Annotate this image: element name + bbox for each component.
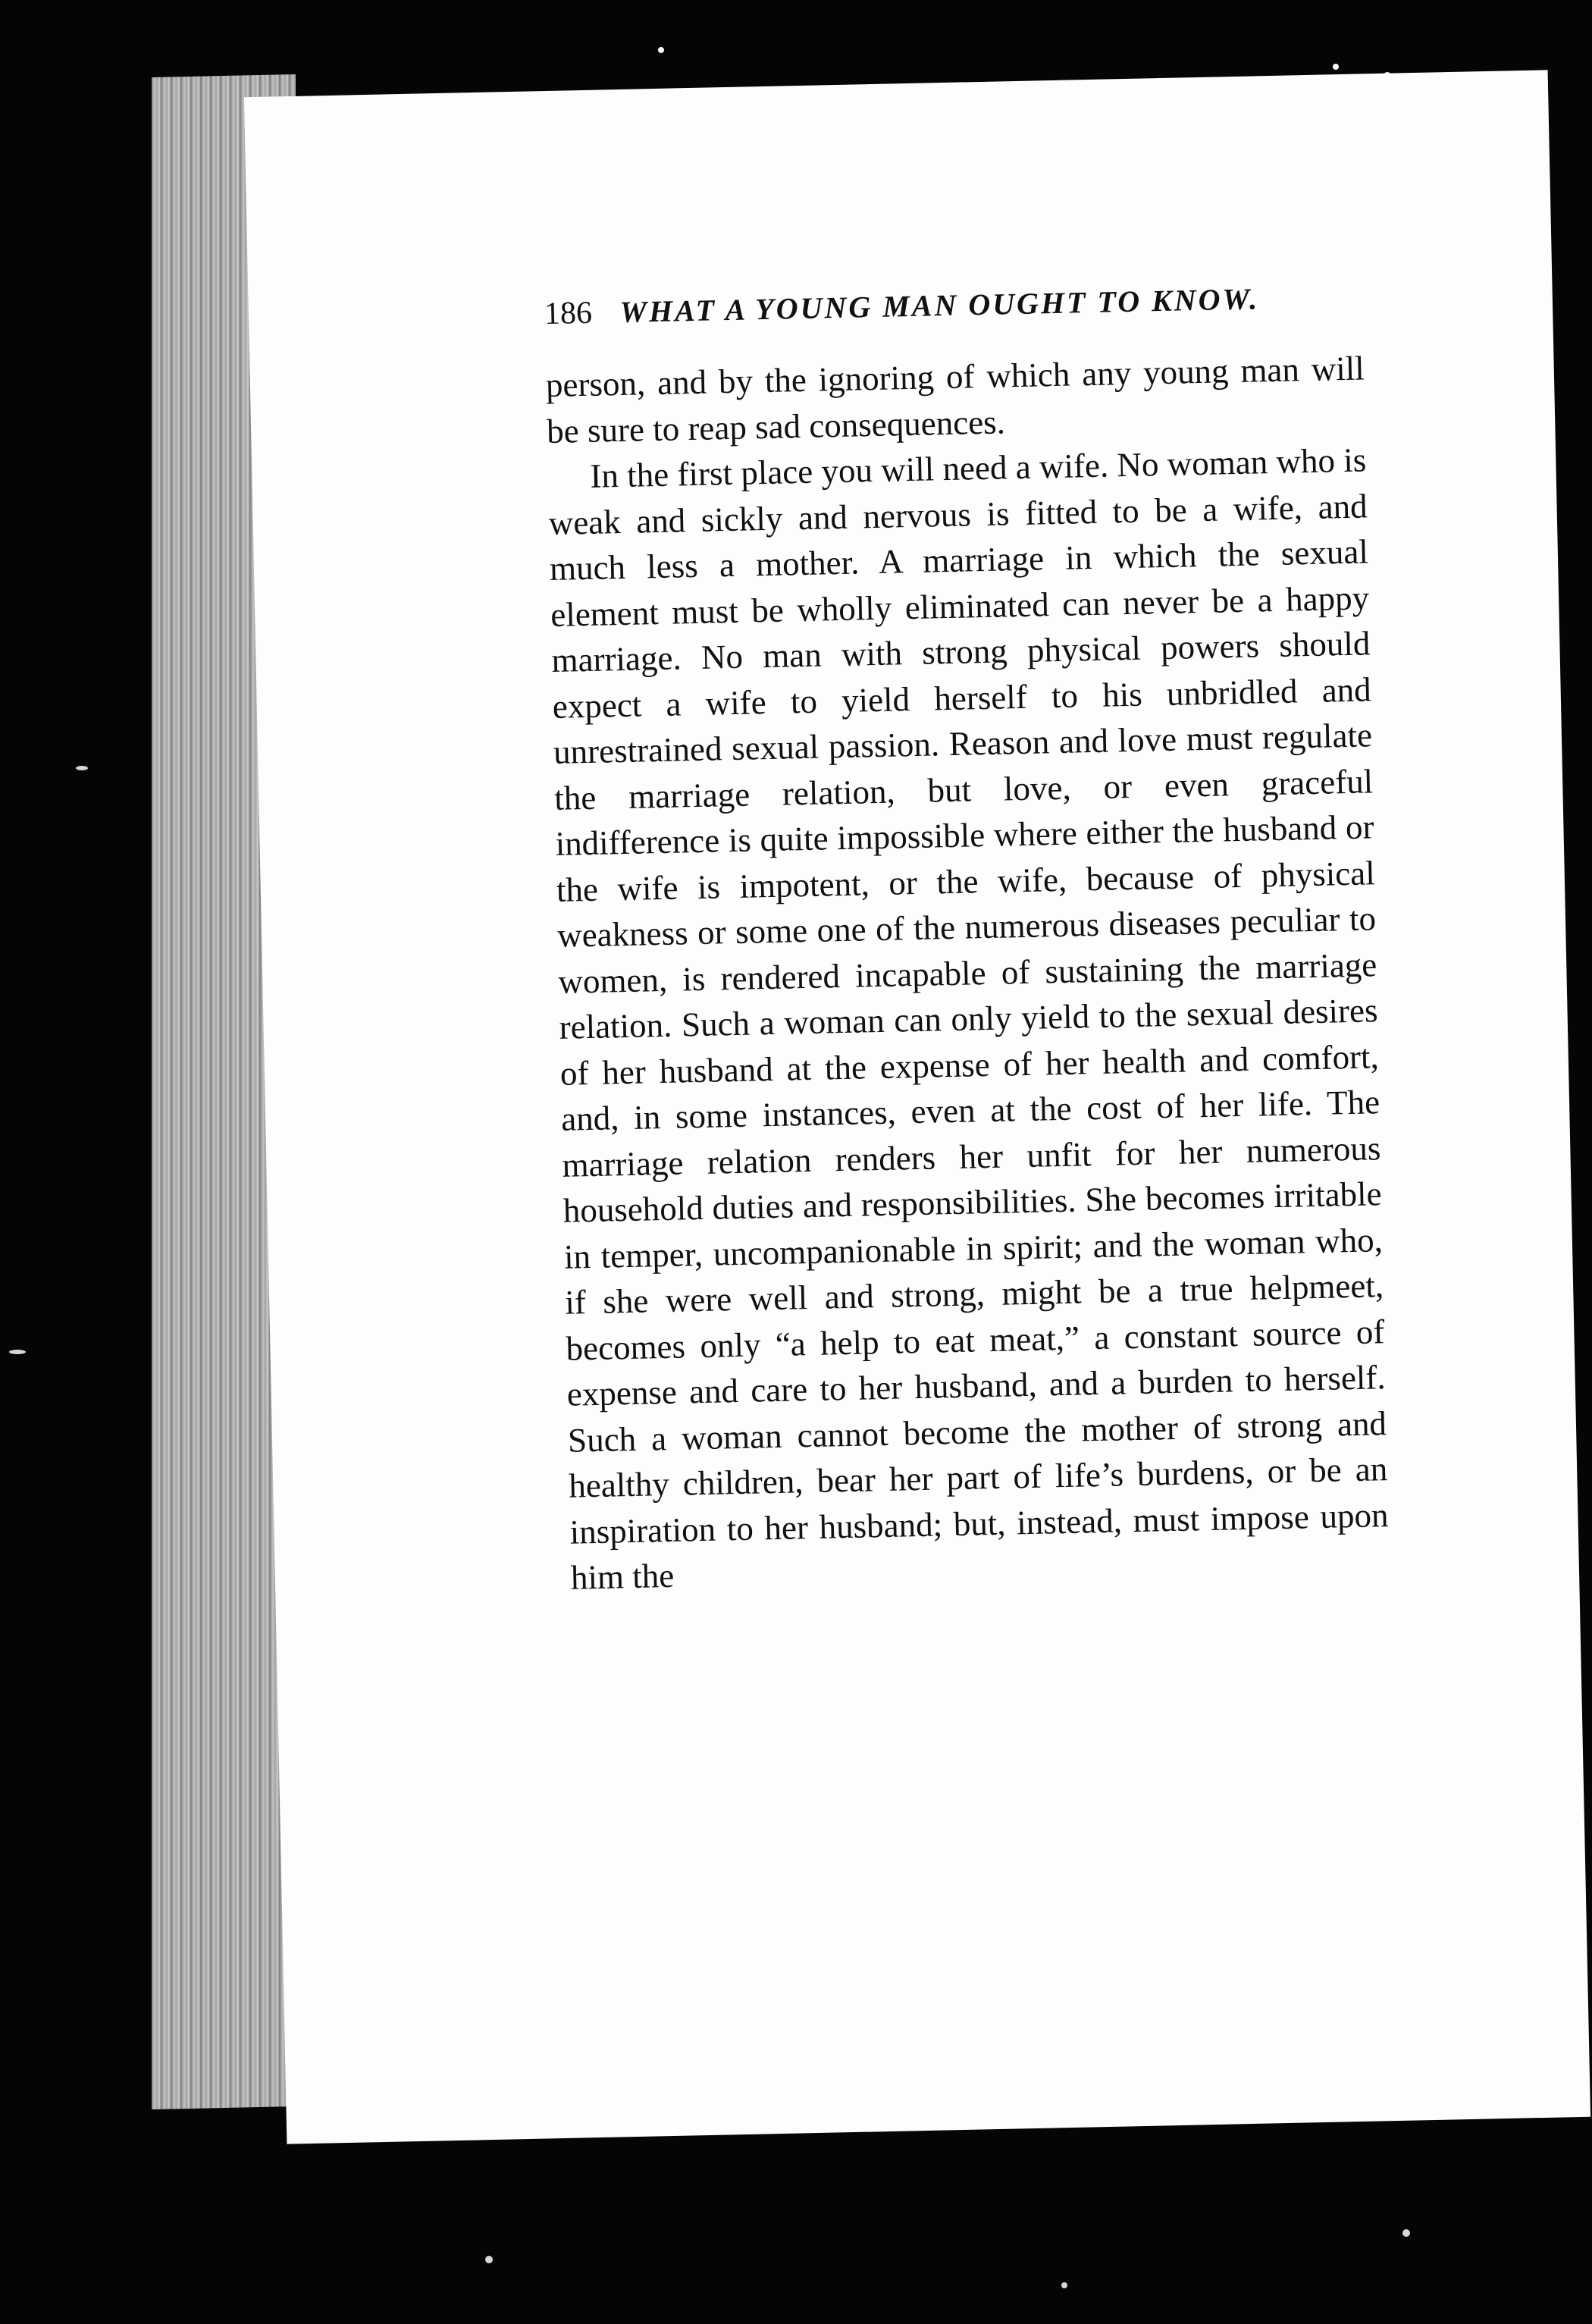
paragraph: In the first place you will need a wife. No woman who is weak and sickly and nervous is fitted to be a wife, and much less a mother. A marriage in which the sexual element must be wholly eliminated can never be a happy marriage. No man with strong physical powers should expect a wife to yield herself to his unbridled and unrestrained sexual passion. Reason and love must regulate the marriage relation, but love, or even graceful indifference is quite impossible where either the husband or the wife is impotent, or the wife, because of physical weakness or some one of the numerous diseases peculiar to women, is rendered incapable of sustaining the marriage relation. Such a woman can only yield to the sexual desires of her husband at the expense of her health and comfort, and, in some instances, even at the cost of her life. The marriage relation renders her unfit for her numerous household duties and responsibilities. She becomes irritable in temper, uncompanionable in spirit; and the woman who, if she were well and strong, might be a true helpmeet, becomes only “a help to eat meat,” a constant source of expense and care to her husband, and a burden to herself. Such a woman cannot become the mother of strong and healthy children, bear her part of life’s burdens, or be an inspiration to her husband; but, instead, must impose upon him the bbox=[548, 441, 1389, 1597]
body-text bbox=[545, 345, 1390, 1601]
scan-speck bbox=[9, 1350, 26, 1354]
scan-speck bbox=[485, 2256, 493, 2263]
running-head-title: WHAT A YOUNG MAN OUGHT TO KNOW. bbox=[619, 281, 1260, 329]
scan-speck bbox=[1333, 64, 1339, 70]
page-content bbox=[544, 278, 1390, 1601]
paragraph: person, and by the ignoring of which any young man will be sure to reap sad consequences. bbox=[545, 349, 1365, 450]
scan-speck bbox=[1061, 2282, 1067, 2288]
book-page bbox=[244, 70, 1590, 2144]
scan-speck bbox=[76, 766, 88, 770]
running-head bbox=[544, 278, 1363, 332]
scan-speck bbox=[1402, 2229, 1410, 2237]
scan-speck bbox=[658, 47, 664, 53]
page-number: 186 bbox=[544, 295, 593, 332]
